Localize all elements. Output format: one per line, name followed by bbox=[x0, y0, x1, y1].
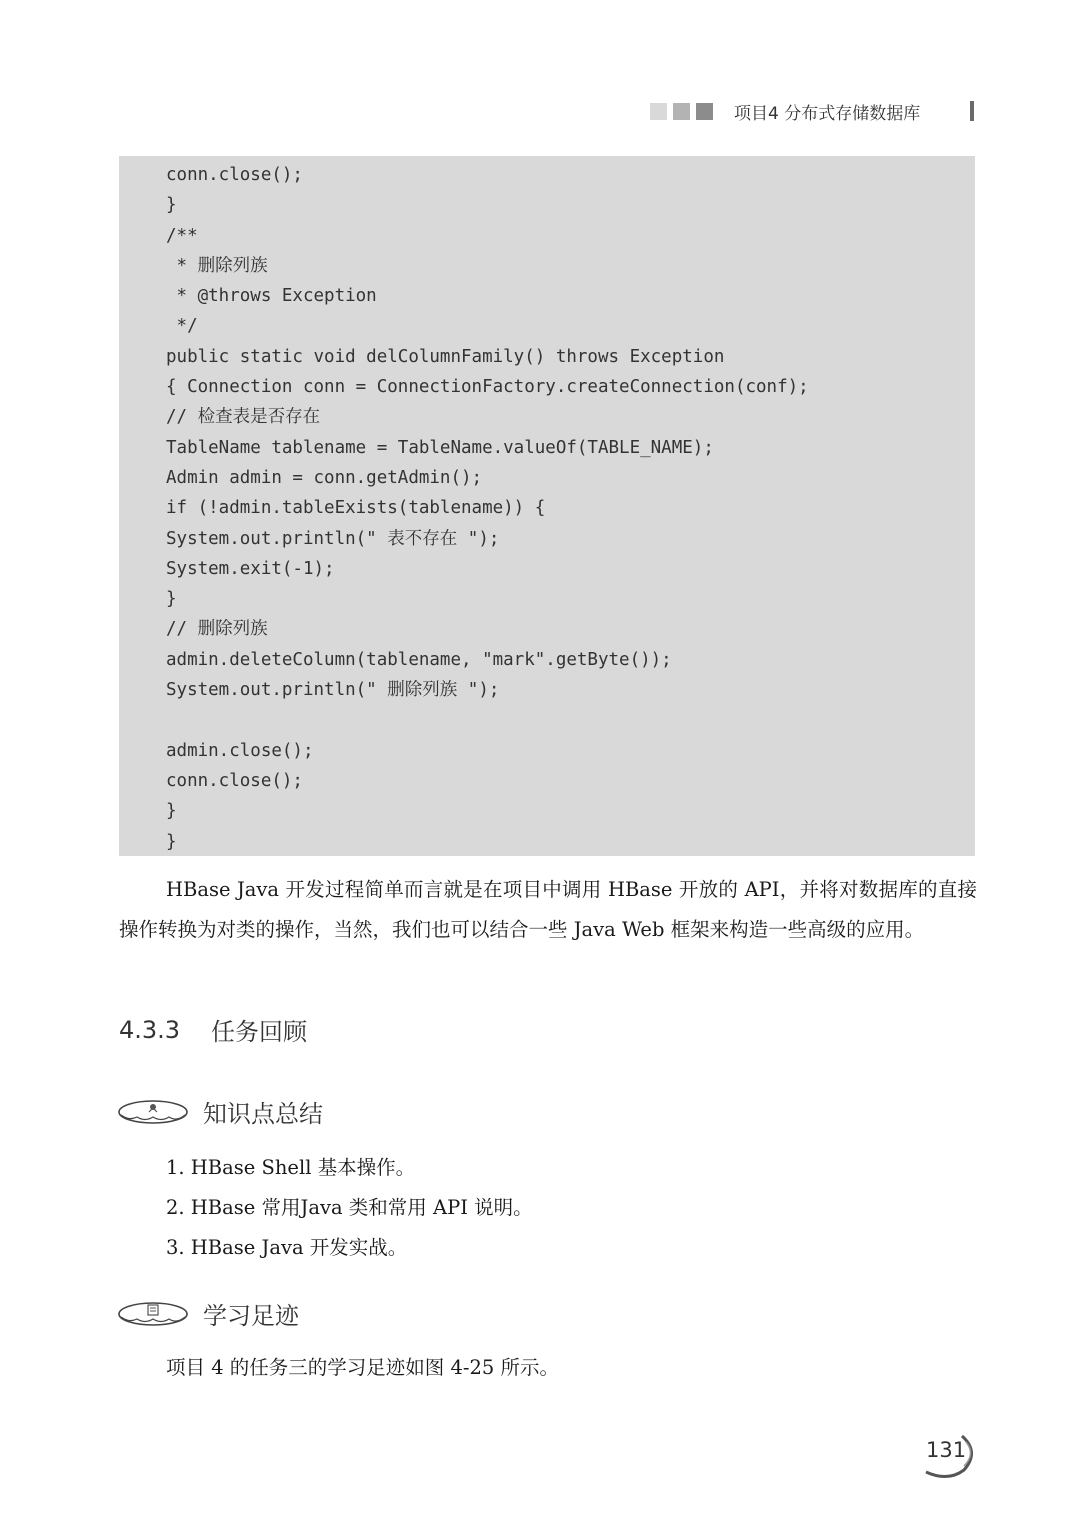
code-line bbox=[166, 705, 809, 735]
code-line: Admin admin = conn.getAdmin(); bbox=[166, 467, 483, 488]
section-title: 任务回顾 bbox=[211, 1018, 307, 1046]
code-line: // 删除列族 bbox=[166, 619, 268, 640]
knowledge-subheading bbox=[117, 1094, 323, 1129]
list-item: 2. HBase 常用Java 类和常用 API 说明。 bbox=[166, 1196, 533, 1219]
page-number: 131 bbox=[926, 1438, 967, 1462]
code-line: admin.close(); bbox=[166, 740, 314, 761]
code-line: /** bbox=[166, 225, 198, 246]
page-number-badge bbox=[918, 1432, 978, 1482]
code-line: public static void delColumnFamily() throws Exception bbox=[166, 346, 725, 367]
header-square-icon-1 bbox=[650, 103, 667, 120]
code-line: } bbox=[166, 831, 177, 852]
body-paragraph: HBase Java 开发过程简单而言就是在项目中调用 HBase 开放的 API，并将对数据库的直接操作转换为对类的操作，当然，我们也可以结合一些 Java Web 框架来构造一些高级的应用。 bbox=[119, 878, 977, 941]
code-lines bbox=[166, 160, 809, 857]
code-line: if (!admin.tableExists(tablename)) { bbox=[166, 498, 546, 519]
footprint-title: 学习足迹 bbox=[203, 1302, 299, 1330]
knowledge-badge-icon bbox=[117, 1098, 189, 1126]
header-bar-icon bbox=[970, 101, 974, 121]
section-heading bbox=[119, 1012, 307, 1047]
code-line: { Connection conn = ConnectionFactory.createConnection(conf); bbox=[166, 377, 809, 398]
code-line: System.out.println(" 表不存在 "); bbox=[166, 528, 500, 549]
list-item: 3. HBase Java 开发实战。 bbox=[166, 1236, 408, 1259]
code-line: System.out.println(" 删除列族 "); bbox=[166, 680, 500, 701]
code-line: */ bbox=[166, 316, 198, 337]
code-line: TableName tablename = TableName.valueOf(TABLE_NAME); bbox=[166, 437, 714, 458]
code-line: conn.close(); bbox=[166, 770, 303, 791]
footprint-subheading bbox=[117, 1296, 299, 1331]
code-line: } bbox=[166, 801, 177, 822]
section-number: 4.3.3 bbox=[119, 1015, 181, 1044]
knowledge-list bbox=[166, 1148, 533, 1268]
code-line: // 检查表是否存在 bbox=[166, 407, 321, 428]
page-header bbox=[650, 98, 990, 124]
code-line: conn.close(); bbox=[166, 165, 303, 185]
code-block bbox=[119, 156, 975, 856]
header-square-icon-2 bbox=[673, 103, 690, 120]
code-line: System.exit(-1); bbox=[166, 558, 335, 579]
code-line: * 删除列族 bbox=[166, 255, 268, 276]
code-line: * @throws Exception bbox=[166, 286, 377, 307]
header-title: 项目4 分布式存储数据库 bbox=[734, 103, 921, 124]
code-line: } bbox=[166, 195, 177, 216]
footprint-text: 项目 4 的任务三的学习足迹如图 4-25 所示。 bbox=[166, 1356, 560, 1379]
code-line: } bbox=[166, 589, 177, 610]
header-square-icon-3 bbox=[696, 103, 713, 120]
list-item: 1. HBase Shell 基本操作。 bbox=[166, 1156, 416, 1179]
footprint-badge-icon bbox=[117, 1300, 189, 1328]
knowledge-title: 知识点总结 bbox=[203, 1100, 323, 1128]
code-line: admin.deleteColumn(tablename, "mark".getByte()); bbox=[166, 649, 672, 670]
